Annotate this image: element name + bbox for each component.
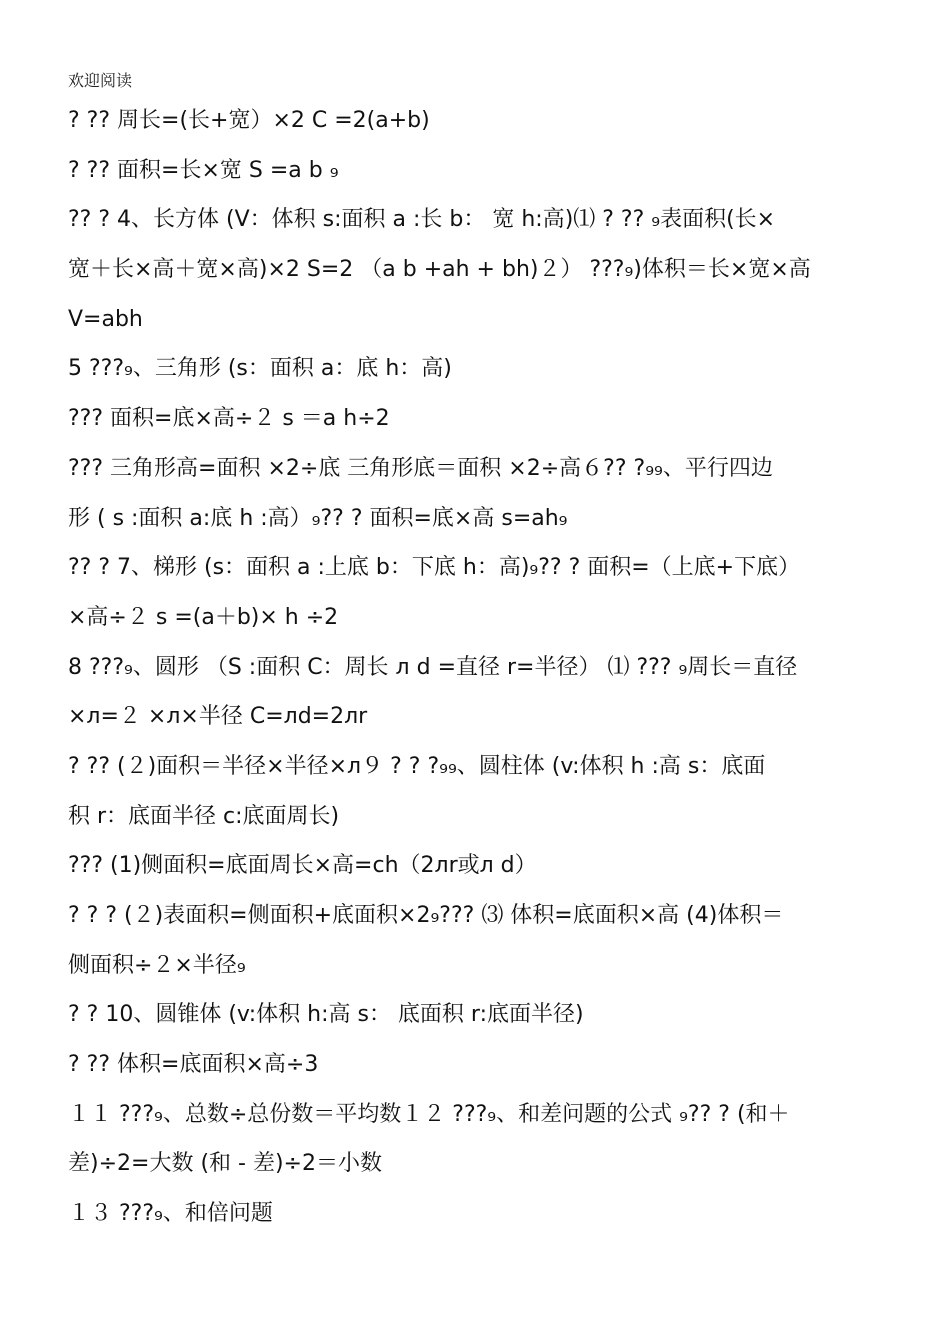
text-line: V=abh [68, 306, 143, 332]
text-line: ??? 三角形高=面积 ×2÷底 三角形底＝面积 ×2÷高６?? ?₉₉、平行四边 [68, 455, 773, 481]
text-line: ? ?? 体积=底面积×高÷3 [68, 1052, 319, 1078]
text-line: ?? ? 4、长方体 (V：体积 s:面积 a :长 b： 宽 h:高)⑴ ? ?? ₉表面积(长× [68, 207, 776, 233]
formula-lines [68, 96, 884, 1239]
text-line: ? ?? 周长=(长+宽）×2 C =2(a+b) [68, 108, 430, 133]
text-line: ?? ? 7、梯形 (s：面积 a :上底 b：下底 h：高)₉?? ? 面积=（上底+下底） [68, 555, 801, 581]
text-line: ? ? 10、圆锥体 (v:体积 h:高 s： 底面积 r:底面半径) [68, 1002, 584, 1028]
text-line: １１ ???₉、总数÷总份数＝平均数１２ ???₉、和差问题的公式 ₉?? ? (和＋ [68, 1101, 790, 1127]
text-line: 8 ???₉、圆形 （S :面积 C：周长 л d =直径 r=半径） ⑴ ??? ₉周长＝直径 [68, 654, 798, 680]
text-line: 差)÷2=大数 (和 - 差)÷2＝小数 [68, 1151, 382, 1177]
text-line: ×高÷２ s =(a＋b)× h ÷2 [68, 604, 339, 630]
text-line: 宽＋长×高＋宽×高)×2 S=2 （a b +ah + bh)２） ???₉)体积＝长×宽×高 [68, 257, 811, 283]
text-line: ? ? ? (２)表面积=侧面积+底面积×2₉??? ⑶ 体积=底面积×高 (4)体积＝ [68, 903, 784, 928]
text-line: ??? (1)侧面积=底面周长×高=ch（2лr或л d） [68, 853, 537, 879]
text-line: 形 ( s :面积 a:底 h :高）₉?? ? 面积=底×高 s=ah₉ [68, 505, 568, 531]
text-line: 侧面积÷２×半径₉ [68, 952, 246, 978]
text-line: ? ?? 面积=长×宽 S =a b ₉ [68, 157, 339, 183]
text-line: 5 ???₉、三角形 (s：面积 a：底 h：高) [68, 356, 452, 382]
text-line: ×л=２ ×л×半径 C=лd=2лr [68, 704, 368, 730]
text-line: 积 r：底面半径 c:底面周长) [68, 803, 340, 829]
page-header: 欢迎阅读 [68, 71, 133, 90]
text-line: ??? 面积=底×高÷２ s ＝a h÷2 [68, 406, 390, 432]
text-line: ? ?? (２)面积＝半径×半径×л９ ? ? ?₉₉、圆柱体 (v:体积 h :高 s：底面 [68, 753, 766, 779]
text-line: １３ ???₉、和倍问题 [68, 1201, 273, 1227]
